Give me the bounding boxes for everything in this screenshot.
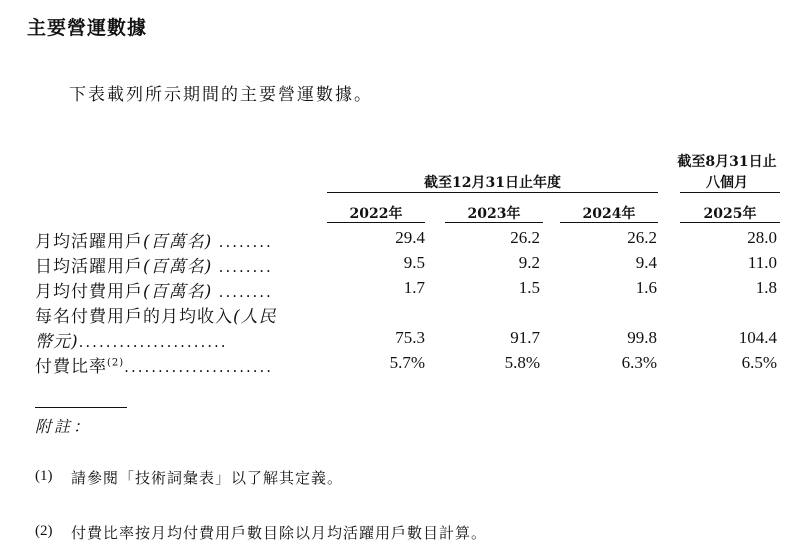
column-divider [560,222,658,223]
row-label: 月均付費用戶(百萬名) ........ [35,282,273,302]
table-cell: 26.2 [627,228,657,247]
table-cell: 6.3% [621,353,657,372]
column-divider [327,222,425,223]
eight-month-header-line1: 截至8月31日止 [677,154,777,170]
column-divider [680,222,780,223]
footnote-divider [35,407,127,408]
period-group-header: 截至12月31日止年度 [424,175,561,191]
table-cell: 5.8% [504,353,540,372]
year-header: 2022年 [349,206,403,222]
footnote-text: 請參閱「技術詞彙表」以了解其定義。 [71,469,344,487]
table-cell: 91.7 [510,328,540,347]
table-cell: 99.8 [627,328,657,347]
table-cell: 28.0 [747,228,777,247]
header-divider [327,192,658,193]
footnote-number: (2) [35,523,53,539]
row-label: 每名付費用戶的月均收入(人民 [35,307,277,327]
table-cell: 9.4 [635,253,657,272]
row-label-continuation: 幣元)...................... [35,332,228,352]
footnote-number: (1) [35,468,53,484]
year-header: 2023年 [467,206,521,222]
table-cell: 1.7 [403,278,425,297]
table-cell: 26.2 [510,228,540,247]
row-label: 付費比率$^{(2)}$...................... [35,357,274,377]
table-cell: 104.4 [738,328,777,347]
year-header: 2024年 [582,206,636,222]
table-cell: 9.2 [518,253,540,272]
year-header: 2025年 [703,206,757,222]
table-cell: 29.4 [395,228,425,247]
header-divider [680,192,780,193]
intro-paragraph: 下表載列所示期間的主要營運數據。 [69,85,373,105]
footnote-text: 付費比率按月均付費用戶數目除以月均活躍用戶數目計算。 [71,524,488,542]
table-cell: 6.5% [741,353,777,372]
eight-month-header-line2: 八個月 [706,175,748,191]
row-label: 日均活躍用戶(百萬名) ........ [35,257,273,277]
table-cell: 5.7% [389,353,425,372]
table-cell: 1.8 [755,278,777,297]
row-label: 月均活躍用戶(百萬名) ........ [35,232,273,252]
table-cell: 1.5 [518,278,540,297]
table-cell: 75.3 [395,328,425,347]
column-divider [445,222,543,223]
section-title: 主要營運數據 [27,17,148,39]
table-cell: 1.6 [635,278,657,297]
notes-heading: 附註： [35,417,93,436]
table-cell: 9.5 [403,253,425,272]
table-cell: 11.0 [747,253,777,272]
